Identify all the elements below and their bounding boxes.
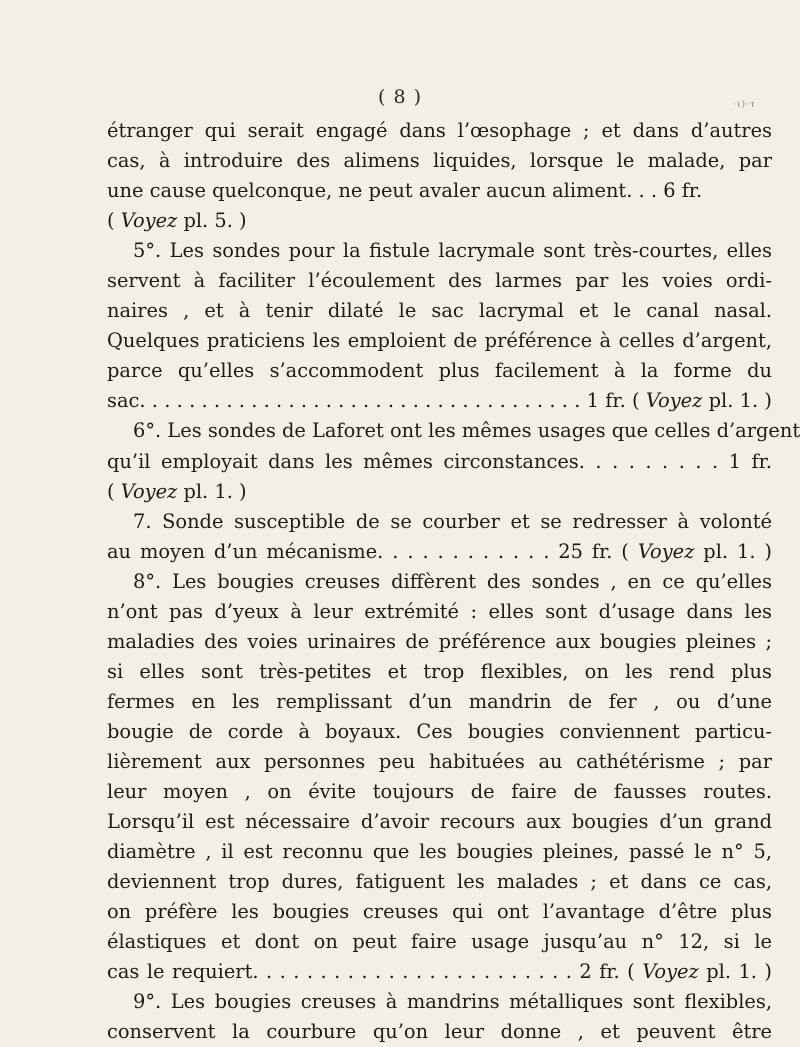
italic-reference: Voyez bbox=[120, 209, 178, 233]
text-line: on préfère les bougies creuses qui ont l’avantage d’être plus bbox=[107, 900, 772, 924]
text-line: bougie de corde à boyaux. Ces bougies conviennent particu- bbox=[107, 719, 772, 743]
text-line: leur moyen , on évite toujours de faire de fausses routes. bbox=[107, 780, 772, 804]
text-line: élastiques et dont on peut faire usage jusqu’au n° 12, si le bbox=[107, 930, 772, 954]
text-line: maladies des voies urinaires de préférence aux bougies pleines ; bbox=[107, 629, 772, 653]
text-line: Lorsqu’il est nécessaire d’avoir recours aux bougies d’un grand bbox=[107, 810, 772, 834]
text-segment: ( bbox=[107, 209, 121, 233]
text-line: 9°. Les bougies creuses à mandrins métalliques sont flexibles, bbox=[133, 990, 772, 1014]
text-segment: au moyen d’un mécanisme. . . . . . . . . . . . 25 fr. ( bbox=[107, 539, 638, 563]
text-line bbox=[107, 477, 772, 507]
text-line: deviennent trop dures, fatiguent les malades ; et dans ce cas, bbox=[107, 870, 772, 894]
text-line: Quelques praticiens les emploient de préférence à celles d’argent, bbox=[107, 329, 772, 353]
text-line: 8°. Les bougies creuses diffèrent des sondes , en ce qu’elles bbox=[133, 569, 772, 593]
text-segment: cas le requiert. . . . . . . . . . . . . . . . . . . . . . . . 2 fr. ( bbox=[107, 960, 643, 984]
text-line: 6°. Les sondes de Laforet ont les mêmes usages que celles d’argent bbox=[133, 419, 800, 443]
text-line: une cause quelconque, ne peut avaler aucun aliment. . . 6 fr. bbox=[107, 179, 703, 203]
text-segment: pl. 5. ) bbox=[177, 209, 247, 233]
text-segment: pl. 1. ) bbox=[702, 389, 773, 413]
text-segment: sac. . . . . . . . . . . . . . . . . . . . . . . . . . . . . . . . . . . . 1 fr. ( bbox=[107, 389, 646, 413]
text-line: naires , et à tenir dilaté le sac lacrymal et le canal nasal. bbox=[107, 299, 772, 323]
text-line bbox=[107, 386, 772, 416]
text-line: si elles sont très-petites et trop flexibles, on les rend plus bbox=[107, 659, 772, 683]
text-line: diamètre , il est reconnu que les bougies pleines, passé le n° 5, bbox=[107, 840, 772, 864]
text-line bbox=[107, 957, 772, 987]
text-line: 5°. Les sondes pour la fistule lacrymale sont très-courtes, elles bbox=[133, 239, 772, 263]
text-line: étranger qui serait engagé dans l’œsophage ; et dans d’autres bbox=[107, 119, 772, 142]
text-line: parce qu’elles s’accommodent plus facilement à la forme du bbox=[107, 359, 772, 383]
corner-mark: ·ι)·τ bbox=[733, 100, 756, 110]
italic-reference: Voyez bbox=[645, 389, 703, 413]
text-segment: ( bbox=[107, 479, 121, 503]
italic-reference: Voyez bbox=[637, 539, 695, 563]
text-segment: pl. 1. ) bbox=[698, 960, 772, 984]
text-line: conservent la courbure qu’on leur donne , et peuvent être bbox=[107, 1020, 772, 1044]
text-line: servent à faciliter l’écoulement des larmes par les voies ordi- bbox=[107, 269, 772, 293]
text-line: 7. Sonde susceptible de se courber et se redresser à volonté bbox=[133, 509, 772, 533]
text-line: lièrement aux personnes peu habituées au cathétérisme ; par bbox=[107, 749, 772, 773]
text-line: cas, à introduire des alimens liquides, lorsque le malade, par bbox=[107, 149, 772, 173]
italic-reference: Voyez bbox=[120, 479, 178, 503]
text-line: n’ont pas d’yeux à leur extrémité : elles sont d’usage dans les bbox=[107, 599, 772, 623]
page-number: ( 8 ) bbox=[378, 86, 422, 108]
text-line bbox=[107, 206, 772, 236]
text-line: fermes en les remplissant d’un mandrin de fer , ou d’une bbox=[107, 689, 772, 713]
italic-reference: Voyez bbox=[642, 960, 699, 984]
text-line: qu’il employait dans les mêmes circonstances. . . . . . . . . 1 fr. bbox=[107, 449, 772, 473]
body-text bbox=[107, 116, 800, 1047]
text-segment: pl. 1. ) bbox=[177, 479, 247, 503]
text-line bbox=[107, 537, 772, 567]
text-segment: pl. 1. ) bbox=[694, 539, 772, 563]
